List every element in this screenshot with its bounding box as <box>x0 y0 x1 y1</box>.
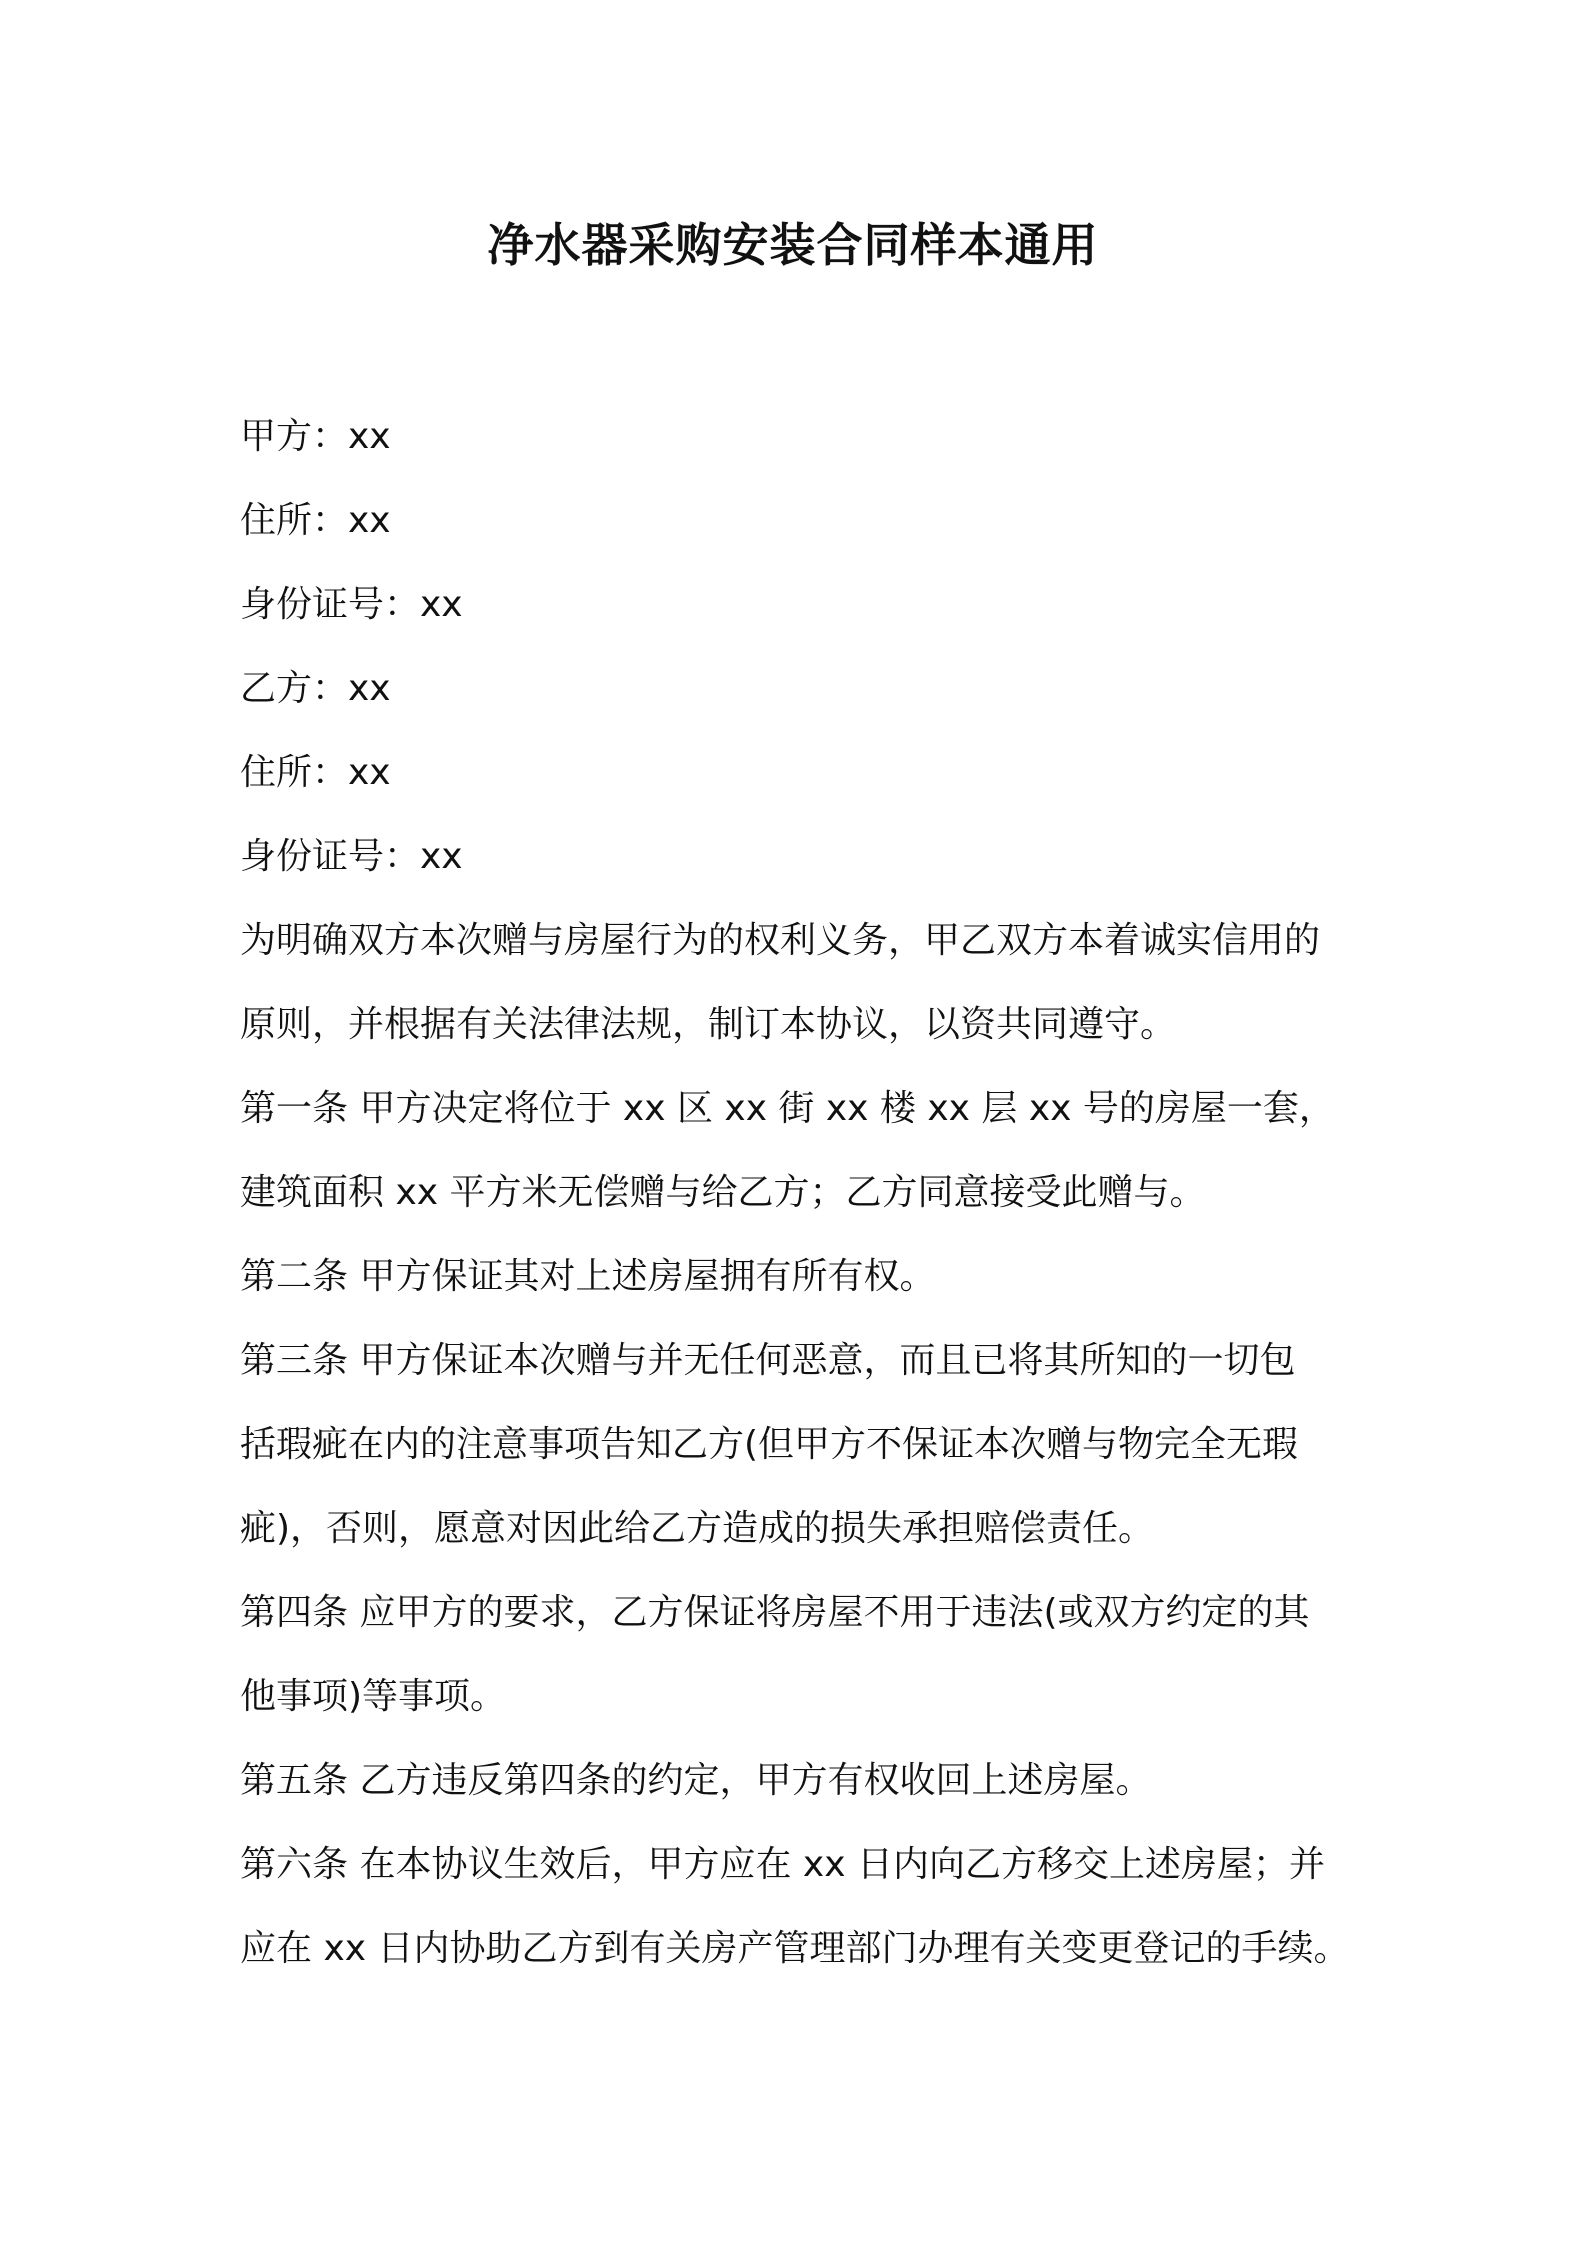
document-title: 净水器采购安装合同样本通用 <box>487 218 1099 272</box>
article-5-line: 第五条 乙方违反第四条的约定，甲方有权收回上述房屋。 <box>240 1760 1152 1801</box>
document-body <box>240 395 1370 1991</box>
article-2-line: 第二条 甲方保证其对上述房屋拥有所有权。 <box>240 1256 936 1297</box>
preamble-line-1: 为明确双方本次赠与房屋行为的权利义务，甲乙双方本着诚实信用的 <box>240 920 1321 961</box>
party-a-line: 甲方：xx <box>240 416 391 457</box>
article-3-line-3: 疵)，否则，愿意对因此给乙方造成的损失承担赔偿责任。 <box>240 1508 1155 1549</box>
party-b-id-line: 身份证号：xx <box>240 836 463 877</box>
preamble-line-2: 原则，并根据有关法律法规，制订本协议，以资共同遵守。 <box>240 1004 1177 1045</box>
article-3-line-2: 括瑕疵在内的注意事项告知乙方(但甲方不保证本次赠与物完全无瑕 <box>240 1424 1299 1465</box>
article-4-line-2: 他事项)等事项。 <box>240 1676 507 1717</box>
article-6-line-1: 第六条 在本协议生效后，甲方应在 xx 日内向乙方移交上述房屋；并 <box>240 1844 1325 1885</box>
article-6-line-2: 应在 xx 日内协助乙方到有关房产管理部门办理有关变更登记的手续。 <box>240 1928 1350 1969</box>
party-b-line: 乙方：xx <box>240 668 391 709</box>
article-3-line-1: 第三条 甲方保证本次赠与并无任何恶意，而且已将其所知的一切包 <box>240 1340 1296 1381</box>
party-a-address-line: 住所：xx <box>240 500 391 541</box>
article-4-line-1: 第四条 应甲方的要求，乙方保证将房屋不用于违法(或双方约定的其 <box>240 1592 1310 1633</box>
party-a-id-line: 身份证号：xx <box>240 584 463 625</box>
article-1-line-1: 第一条 甲方决定将位于 xx 区 xx 街 xx 楼 xx 层 xx 号的房屋一套， <box>240 1088 1335 1129</box>
party-b-address-line: 住所：xx <box>240 752 391 793</box>
article-1-line-2: 建筑面积 xx 平方米无偿赠与给乙方；乙方同意接受此赠与。 <box>240 1172 1206 1213</box>
